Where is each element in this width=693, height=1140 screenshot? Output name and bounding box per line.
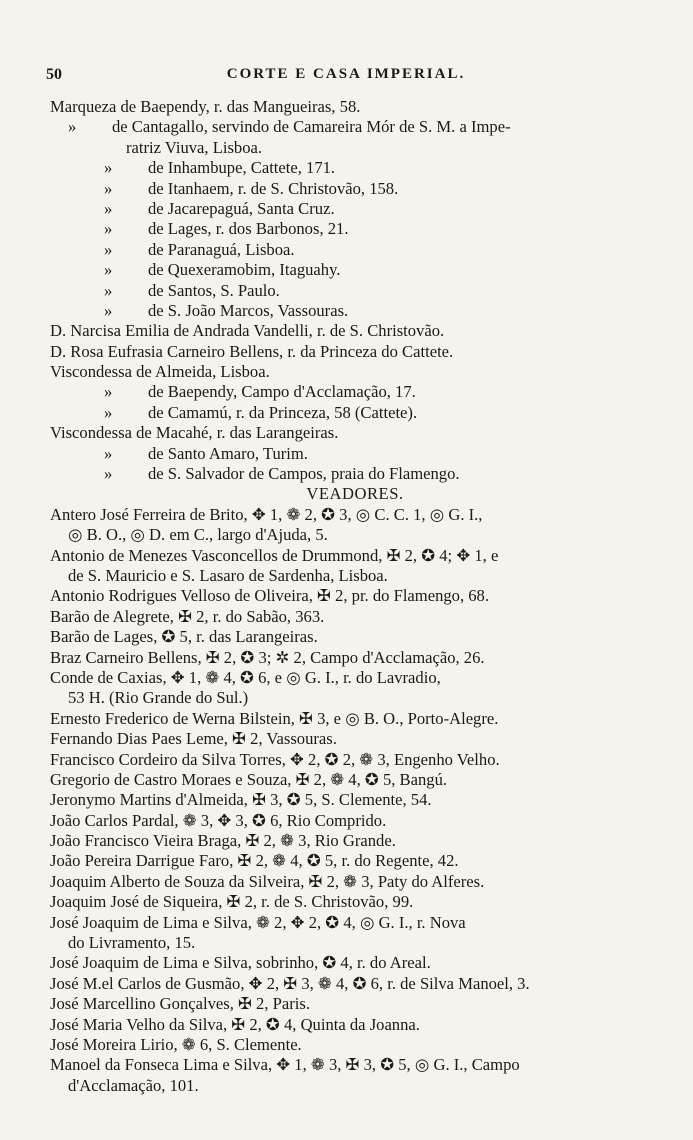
entry-line [50, 1055, 660, 1075]
entry-text: de Santo Amaro, Turim. [148, 443, 308, 463]
entry-text: Conde de Caxias, ✥ 1, ❁ 4, ✪ 6, e ◎ G. I., r. do Lavradio, [50, 667, 441, 687]
entry-text: VEADORES. [306, 484, 404, 504]
ditto-mark: » [104, 239, 113, 259]
page-header [46, 66, 646, 88]
entry-text: Viscondessa de Almeida, Lisboa. [50, 362, 270, 382]
entry-line [50, 750, 660, 770]
entry-text: de Inhambupe, Cattete, 171. [148, 158, 336, 178]
entry-line [50, 240, 660, 260]
entry-text: José Moreira Lirio, ❁ 6, S. Clemente. [50, 1034, 302, 1054]
entry-text: Fernando Dias Paes Leme, ✠ 2, Vassouras. [50, 729, 337, 749]
entry-line [50, 811, 660, 831]
entry-text: de Baependy, Campo d'Acclamação, 17. [148, 382, 416, 402]
ditto-mark: » [104, 178, 113, 198]
entry-line [50, 790, 660, 810]
ditto-mark: » [104, 300, 113, 320]
page-number: 50 [46, 66, 62, 83]
entry-line [50, 994, 660, 1014]
entry-text: 53 H. (Rio Grande do Sul.) [68, 688, 249, 708]
entry-text: de Paranaguá, Lisboa. [148, 239, 295, 259]
entry-text: João Francisco Vieira Braga, ✠ 2, ❁ 3, Rio Grande. [50, 831, 396, 851]
running-title: CORTE E CASA IMPERIAL. [226, 66, 466, 82]
entry-line [50, 668, 660, 688]
entry-text: de Santos, S. Paulo. [148, 280, 280, 300]
entry-line [50, 648, 660, 668]
entry-line [50, 444, 660, 464]
entry-line [50, 974, 660, 994]
entry-line [50, 117, 660, 137]
entry-line [50, 382, 660, 402]
entry-line [50, 301, 660, 321]
ditto-mark: » [104, 464, 113, 484]
entry-line [50, 362, 660, 382]
entry-text: José Maria Velho da Silva, ✠ 2, ✪ 4, Quinta da Joanna. [50, 1014, 420, 1034]
entry-text: Joaquim Alberto de Souza da Silveira, ✠ 2, ❁ 3, Paty do Alferes. [50, 871, 485, 891]
entry-text: Francisco Cordeiro da Silva Torres, ✥ 2, ✪ 2, ❁ 3, Engenho Velho. [50, 749, 500, 769]
ditto-mark: » [104, 260, 113, 280]
entry-line [50, 179, 660, 199]
entry-text: José Marcellino Gonçalves, ✠ 2, Paris. [50, 994, 310, 1014]
entry-line [50, 505, 660, 525]
entry-line [50, 607, 660, 627]
ditto-mark: » [104, 280, 113, 300]
entry-text: de S. Mauricio e S. Lasaro de Sardenha, Lisboa. [68, 565, 388, 585]
entry-line [50, 158, 660, 178]
entry-line [50, 688, 660, 708]
section-heading [50, 484, 660, 504]
entry-text: Jeronymo Martins d'Almeida, ✠ 3, ✪ 5, S. Clemente, 54. [50, 790, 432, 810]
entry-text: de Quexeramobim, Itaguahy. [148, 260, 341, 280]
entry-line [50, 566, 660, 586]
ditto-mark: » [104, 382, 113, 402]
entry-text: de Cantagallo, servindo de Camareira Mór de S. M. a Impe- [112, 117, 511, 137]
entry-line [50, 953, 660, 973]
entry-line [50, 219, 660, 239]
entry-line [50, 546, 660, 566]
entry-text: Antonio Rodrigues Velloso de Oliveira, ✠ 2, pr. do Flamengo, 68. [50, 586, 490, 606]
entry-line [50, 586, 660, 606]
entry-line [50, 423, 660, 443]
ditto-mark: » [104, 219, 113, 239]
entry-line [50, 872, 660, 892]
ditto-mark: » [68, 117, 77, 137]
entry-line [50, 770, 660, 790]
ditto-mark: » [104, 158, 113, 178]
entry-line [50, 281, 660, 301]
entry-line [50, 831, 660, 851]
entry-text: do Livramento, 15. [68, 933, 196, 953]
entry-line [50, 729, 660, 749]
entry-line [50, 1035, 660, 1055]
entry-list [50, 97, 660, 1096]
entry-text: Braz Carneiro Bellens, ✠ 2, ✪ 3; ✲ 2, Campo d'Acclamação, 26. [50, 647, 485, 667]
entry-text: de S. Salvador de Campos, praia do Flamengo. [148, 464, 460, 484]
entry-text: de S. João Marcos, Vassouras. [148, 300, 349, 320]
entry-text: Antero José Ferreira de Brito, ✥ 1, ❁ 2, ✪ 3, ◎ C. C. 1, ◎ G. I., [50, 504, 483, 524]
entry-line [50, 199, 660, 219]
entry-text: José M.el Carlos de Gusmão, ✥ 2, ✠ 3, ❁ 4, ✪ 6, r. de Silva Manoel, 3. [50, 973, 530, 993]
entry-line [50, 403, 660, 423]
entry-text: Manoel da Fonseca Lima e Silva, ✥ 1, ❁ 3, ✠ 3, ✪ 5, ◎ G. I., Campo [50, 1055, 520, 1075]
entry-line [50, 1015, 660, 1035]
entry-line [50, 709, 660, 729]
entry-text: de Lages, r. dos Barbonos, 21. [148, 219, 349, 239]
entry-line [50, 464, 660, 484]
entry-line [50, 525, 660, 545]
entry-text: ratriz Viuva, Lisboa. [126, 137, 263, 157]
entry-line [50, 342, 660, 362]
ditto-mark: » [104, 198, 113, 218]
entry-text: de Itanhaem, r. de S. Christovão, 158. [148, 178, 399, 198]
entry-text: D. Rosa Eufrasia Carneiro Bellens, r. da Princeza do Cattete. [50, 341, 454, 361]
entry-line [50, 321, 660, 341]
entry-line [50, 260, 660, 280]
entry-text: Viscondessa de Macahé, r. das Larangeiras. [50, 423, 339, 443]
entry-line [50, 892, 660, 912]
entry-text: de Camamú, r. da Princeza, 58 (Cattete). [148, 402, 418, 422]
ditto-mark: » [104, 443, 113, 463]
entry-line [50, 97, 660, 117]
ditto-mark: » [104, 402, 113, 422]
entry-text: Antonio de Menezes Vasconcellos de Drummond, ✠ 2, ✪ 4; ✥ 1, e [50, 545, 499, 565]
entry-text: Marqueza de Baependy, r. das Mangueiras, 58. [50, 97, 361, 116]
entry-line [50, 627, 660, 647]
entry-text: Gregorio de Castro Moraes e Souza, ✠ 2, ❁ 4, ✪ 5, Bangú. [50, 769, 448, 789]
entry-text: D. Narcisa Emilia de Andrada Vandelli, r. de S. Christovão. [50, 321, 445, 341]
entry-text: d'Acclamação, 101. [68, 1075, 199, 1095]
entry-line [50, 1076, 660, 1096]
entry-text: ◎ B. O., ◎ D. em C., largo d'Ajuda, 5. [68, 525, 328, 545]
entry-text: Joaquim José de Siqueira, ✠ 2, r. de S. Christovão, 99. [50, 892, 414, 912]
entry-text: Ernesto Frederico de Werna Bilstein, ✠ 3, e ◎ B. O., Porto-Alegre. [50, 708, 499, 728]
entry-text: de Jacarepaguá, Santa Cruz. [148, 198, 335, 218]
entry-text: Barão de Lages, ✪ 5, r. das Larangeiras. [50, 627, 318, 647]
entry-text: José Joaquim de Lima e Silva, ❁ 2, ✥ 2, ✪ 4, ◎ G. I., r. Nova [50, 912, 466, 932]
entry-text: João Carlos Pardal, ❁ 3, ✥ 3, ✪ 6, Rio Comprido. [50, 810, 387, 830]
entry-line [50, 913, 660, 933]
entry-line [50, 851, 660, 871]
entry-text: José Joaquim de Lima e Silva, sobrinho, ✪ 4, r. do Areal. [50, 953, 431, 973]
entry-text: João Pereira Darrigue Faro, ✠ 2, ❁ 4, ✪ 5, r. do Regente, 42. [50, 851, 459, 871]
entry-line [50, 933, 660, 953]
entry-line [50, 138, 660, 158]
entry-text: Barão de Alegrete, ✠ 2, r. do Sabão, 363. [50, 606, 325, 626]
